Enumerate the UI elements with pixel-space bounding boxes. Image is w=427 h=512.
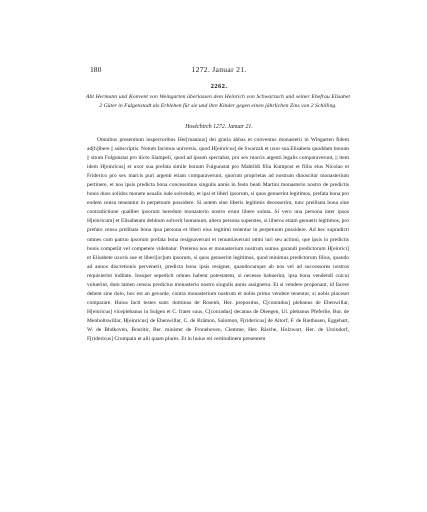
place-date-line: Hoséchirch 1272. Januar 21. <box>185 124 253 130</box>
charter-body <box>87 136 349 344</box>
regest-summary: Abt Hermann und Konvent von Weingarten überlassen dem Heinrich von Schwarzach und seiner Ehefrau Elisabet 2 Güter in Fulgenstadt als Erblehen für sie und ihre Kinder gegen einen jährlichen Zins von 2 Schilling. <box>86 94 350 110</box>
charter-text: Omnibus presentium inspectoribus Her[mannus] dei gratia abbas et conventus monasterii in Wingarten fidem ad[h]ibere || subscriptis. Notum facimus universis, quod H[einricus] de Swarzah et uxor sua Elisabeta quoddam bonum || situm Fulgunstat pro dicto Slampeli, quod ad ipsum spectabat, pro sex marcis argenti legalis comparaverunt, || item idem H[einricus] et uxor sua prefata simile bonum Fulgunstat pro Mahtildi filia Kumpost et filiis eius Nicolao et Friderico pro sex marcis puri argenti etiam comparaverunt, quorum proprietas ad nostrum dinoscitur monasterium pertinere, et nos ipsis predicta bona concessimus singulis annis in festo beati Martini monasterio nostro de predictis bonis duos solidos monete usualis iude solvendo, et ipsi et liberi ipsorum, si quos genuerint legitimos, prefata bona pro eodem censu teneantur in perpetuum possidere. Si autem sine liberis legitimis decesserint, tunc prelibata bona sine contradictione qualibet ipsorum heredum monasterio nostro erunt libere soluta. Si vero una persona inter ipsos H[einricum] et Elisabetam debitum solverit humanum, altera persona superstes, si liberos etiam genuerit legitimos, pro prefato censu prelibata bona ipsa persona et liberi eius legitimi tenentur in perpetuum possidere. Ad hec supradicti omnes cum patruo ipsorum prefata bona resignaverunt et renuntiaverunt omni iuri seu actioni, que ipsis in predictis bonis competiit vel competere videbatur. Preterea nos et monasterium nostrum sumus garandi predictorum H[einrici] et Elisabete uxoris sue et liberi[or]um ipsorum, si quos genuerint legitimos, quod minimus predictorum filius, quando ad annos discretionis pervenerit, predicta bona ipsis resignet, quandocunque ab nos vel ad successores nostros requisierint indilate. Insuper sepedicti omnes habent potestatem, si necesse habuerint, ipsa bona vendendi cuicui voluerint, dum tamen census predictus monasterio nostro singulis annis assignetur. Et si vendere proponant, id facere debent sine dolo, hoc est an gevarde, contra monasterium nostrum et nobis primo vendere tenentur, si nobis placeset comparare. Huius facti testes sunt: dominus de Rosenh, Her. prepositus, C[conradus] plebanus de Ebenwillar, H[einricus] viceplebanus in Sulgen et C. frater suus, C[conradus] decanus de Dieegen, Ul. plebanus Pfeferlie, Bur. de Menholtswillar, H[einricus] de Ebenwillar, C. de Brâmon, Salomon, F[ridericus] de Altorf, F. de Riethusen, Eggehart, W. de Bhdkoven, Bonritir, Ber. minister de Fronehoven, Clemme, Her. Râsche, Holzwart, Her. de Ursindorf, F[ridericus] Crumpain et alii quam plures. Et in huius rei certitudinem presentem <box>87 137 349 343</box>
page-number: 180 <box>90 65 102 74</box>
running-title: 1272. Januar 21. <box>191 65 247 74</box>
page-header <box>90 65 348 75</box>
document-number: 2262. <box>210 83 228 90</box>
